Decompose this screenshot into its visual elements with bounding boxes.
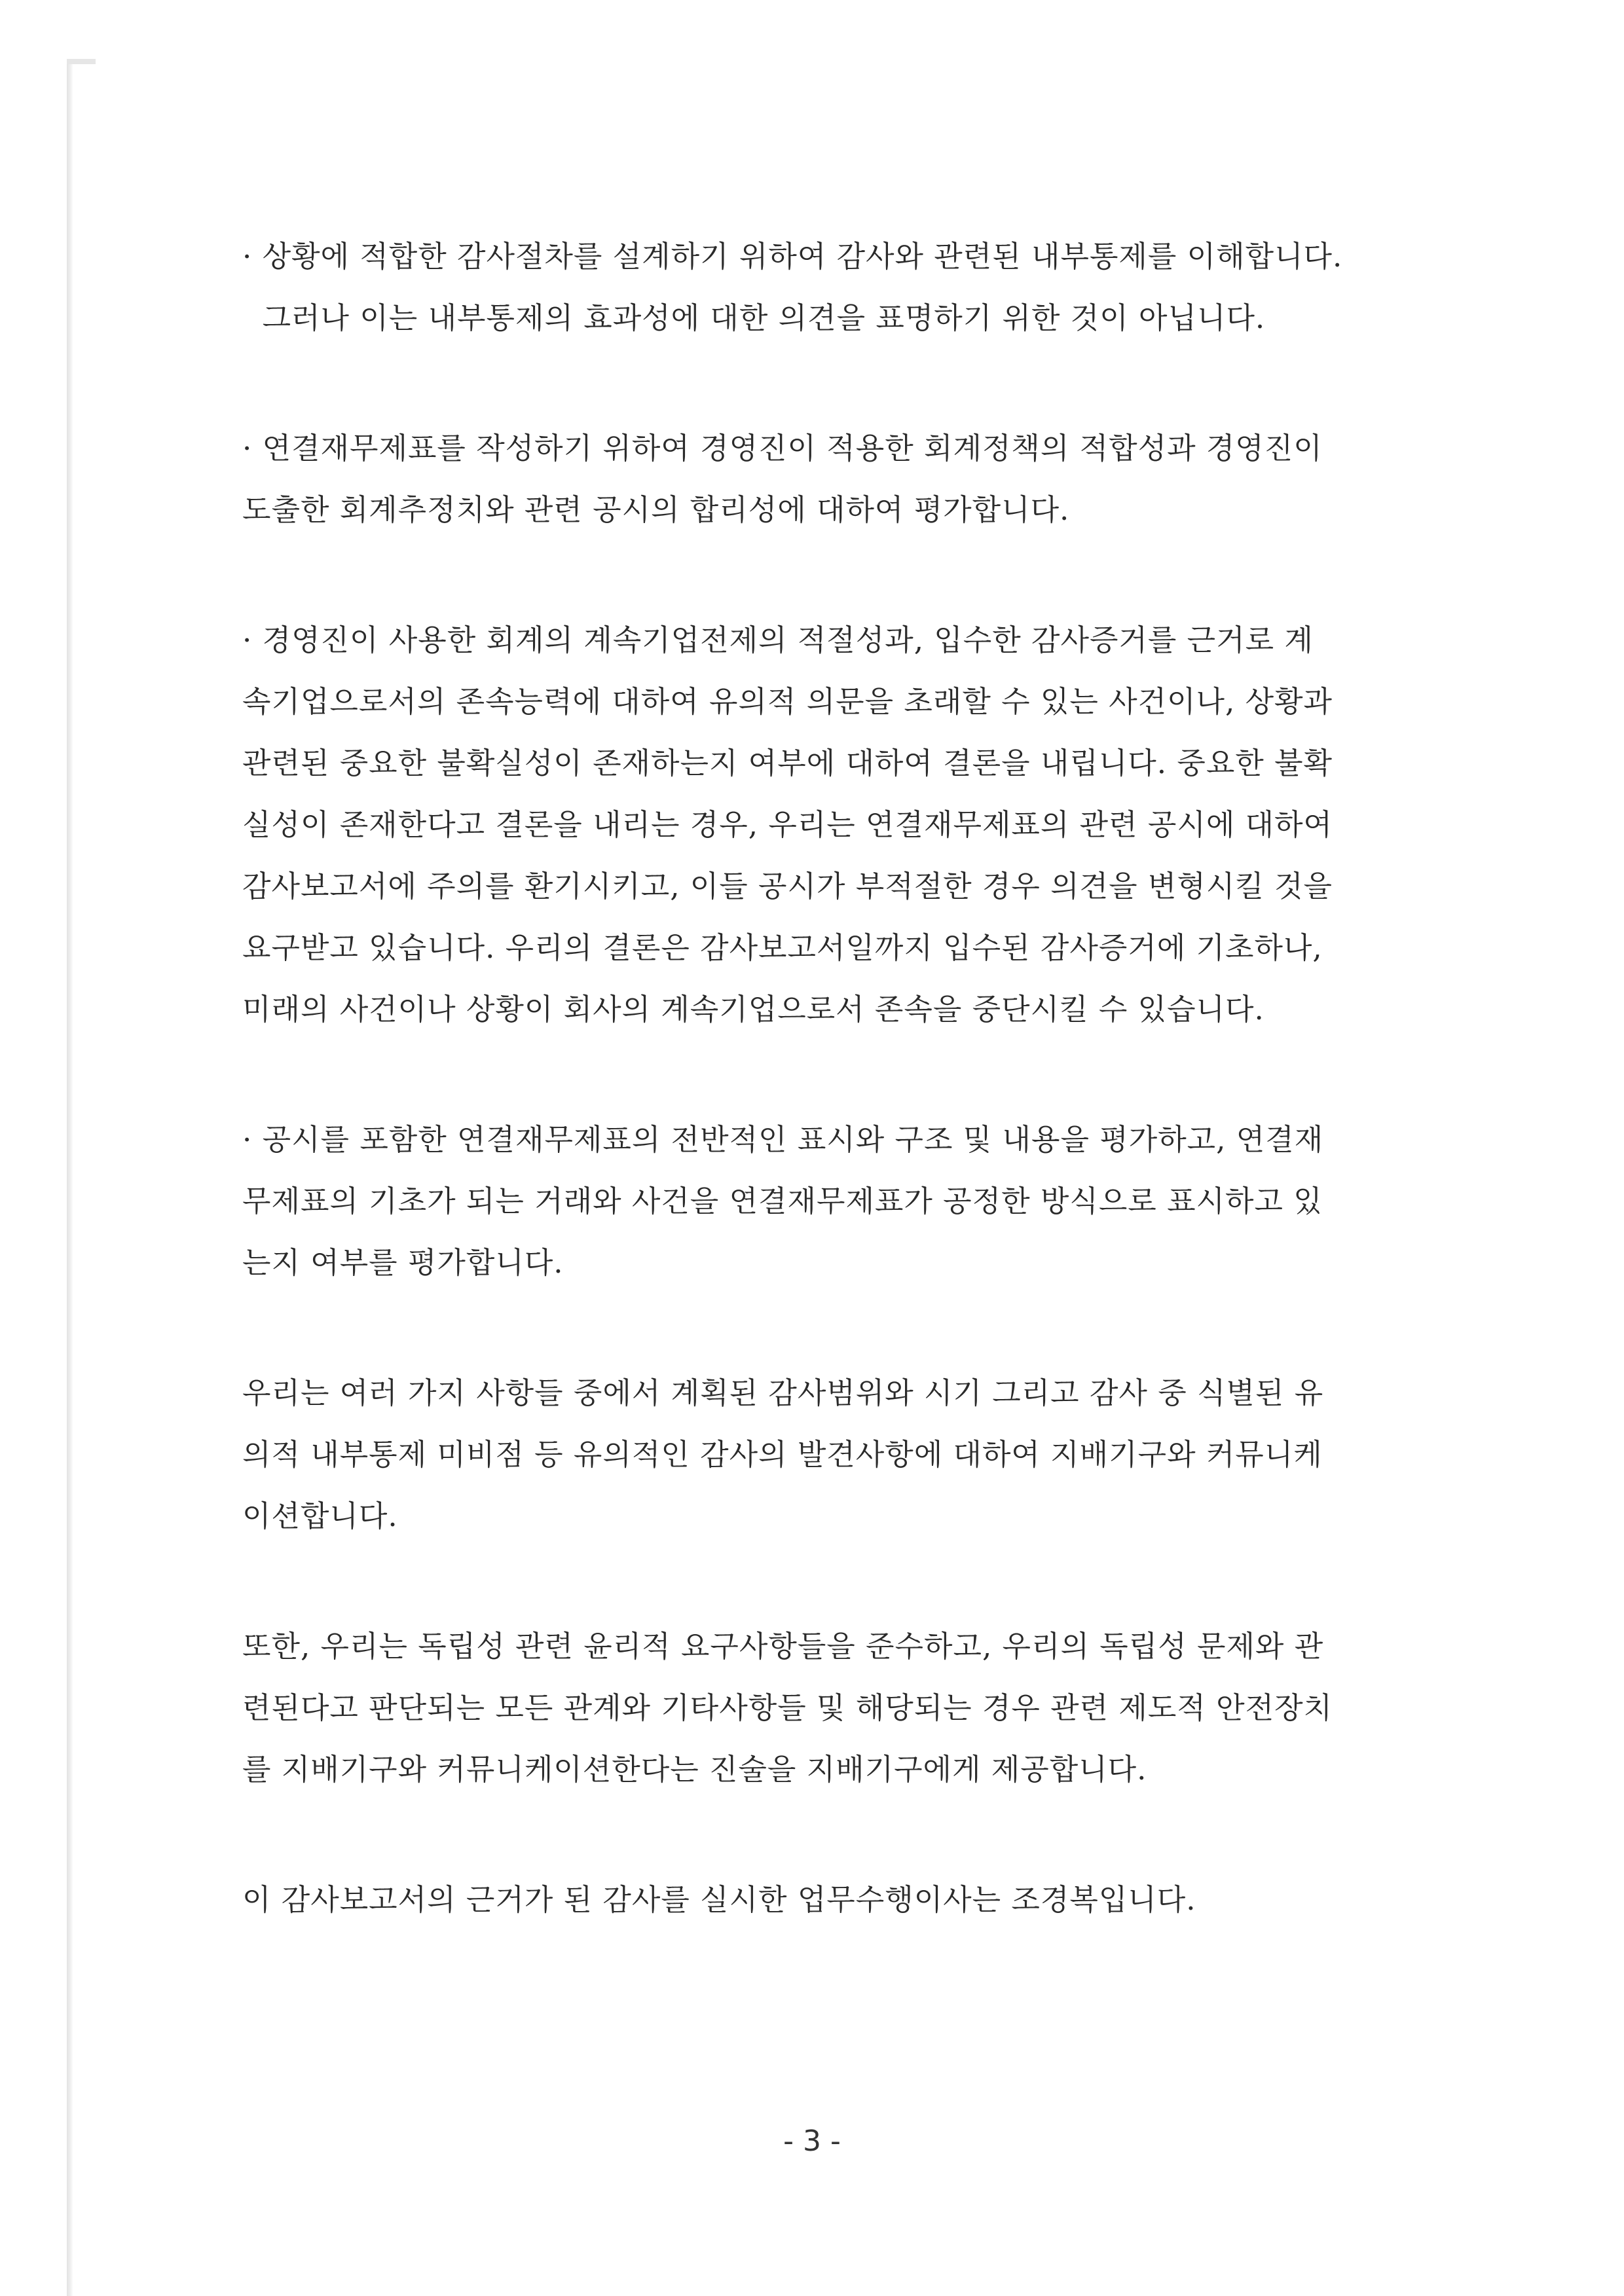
text-line: 감사보고서에 주의를 환기시키고, 이들 공시가 부적절한 경우 의견을 변형시킬 것을 <box>242 869 1333 903</box>
paragraph-internal-control <box>242 226 1421 349</box>
text-line: 속기업으로서의 존속능력에 대하여 유의적 의문을 초래할 수 있는 사건이나, 상황과 <box>242 684 1333 719</box>
text-line: · 연결재무제표를 작성하기 위하여 경영진이 적용한 회계정책의 적합성과 경영진이 <box>242 431 1323 465</box>
text-line: · 상황에 적합한 감사절차를 설계하기 위하여 감사와 관련된 내부통제를 이해합니다. <box>242 239 1343 274</box>
text-line: 관련된 중요한 불확실성이 존재하는지 여부에 대하여 결론을 내립니다. 중요한 불확 <box>242 746 1333 780</box>
text-line: 또한, 우리는 독립성 관련 윤리적 요구사항들을 준수하고, 우리의 독립성 문제와 관 <box>242 1629 1324 1664</box>
scan-edge-shadow <box>67 59 73 2296</box>
text-line: 실성이 존재한다고 결론을 내리는 경우, 우리는 연결재무제표의 관련 공시에 대하여 <box>242 807 1333 842</box>
text-line: 련된다고 판단되는 모든 관계와 기타사항들 및 해당되는 경우 관련 제도적 안전장치 <box>242 1690 1333 1725</box>
text-line: 이션합니다. <box>242 1499 398 1533</box>
paragraph-going-concern <box>242 610 1421 1040</box>
page-number: - 3 - <box>783 2124 841 2158</box>
text-line: · 공시를 포함한 연결재무제표의 전반적인 표시와 구조 및 내용을 평가하고, 연결재 <box>242 1122 1324 1157</box>
scan-edge-corner <box>67 59 96 64</box>
text-line: 그러나 이는 내부통제의 효과성에 대한 의견을 표명하기 위한 것이 아닙니다. <box>242 301 1266 335</box>
text-line: 미래의 사건이나 상황이 회사의 계속기업으로서 존속을 중단시킬 수 있습니다. <box>242 992 1264 1027</box>
text-line: 의적 내부통제 미비점 등 유의적인 감사의 발견사항에 대하여 지배기구와 커뮤니케 <box>242 1437 1323 1472</box>
text-line: 는지 여부를 평가합니다. <box>242 1245 564 1280</box>
text-line: 이 감사보고서의 근거가 된 감사를 실시한 업무수행이사는 조경복입니다. <box>242 1882 1196 1917</box>
paragraph-engagement-partner <box>242 1869 1421 1931</box>
paragraph-independence <box>242 1616 1421 1800</box>
document-body <box>242 226 1421 1999</box>
text-line: 도출한 회계추정치와 관련 공시의 합리성에 대하여 평가합니다. <box>242 492 1070 527</box>
paragraph-presentation <box>242 1109 1421 1294</box>
paragraph-accounting-policies <box>242 418 1421 541</box>
text-line: 우리는 여러 가지 사항들 중에서 계획된 감사범위와 시기 그리고 감사 중 식별된 유 <box>242 1376 1324 1410</box>
paragraph-communication <box>242 1362 1421 1547</box>
text-line: 요구받고 있습니다. 우리의 결론은 감사보고서일까지 입수된 감사증거에 기초하나, <box>242 930 1323 965</box>
text-line: 무제표의 기초가 되는 거래와 사건을 연결재무제표가 공정한 방식으로 표시하고 있 <box>242 1184 1323 1218</box>
text-line: · 경영진이 사용한 회계의 계속기업전제의 적절성과, 입수한 감사증거를 근거로 계 <box>242 623 1314 657</box>
text-line: 를 지배기구와 커뮤니케이션한다는 진술을 지배기구에게 제공합니다. <box>242 1752 1147 1787</box>
